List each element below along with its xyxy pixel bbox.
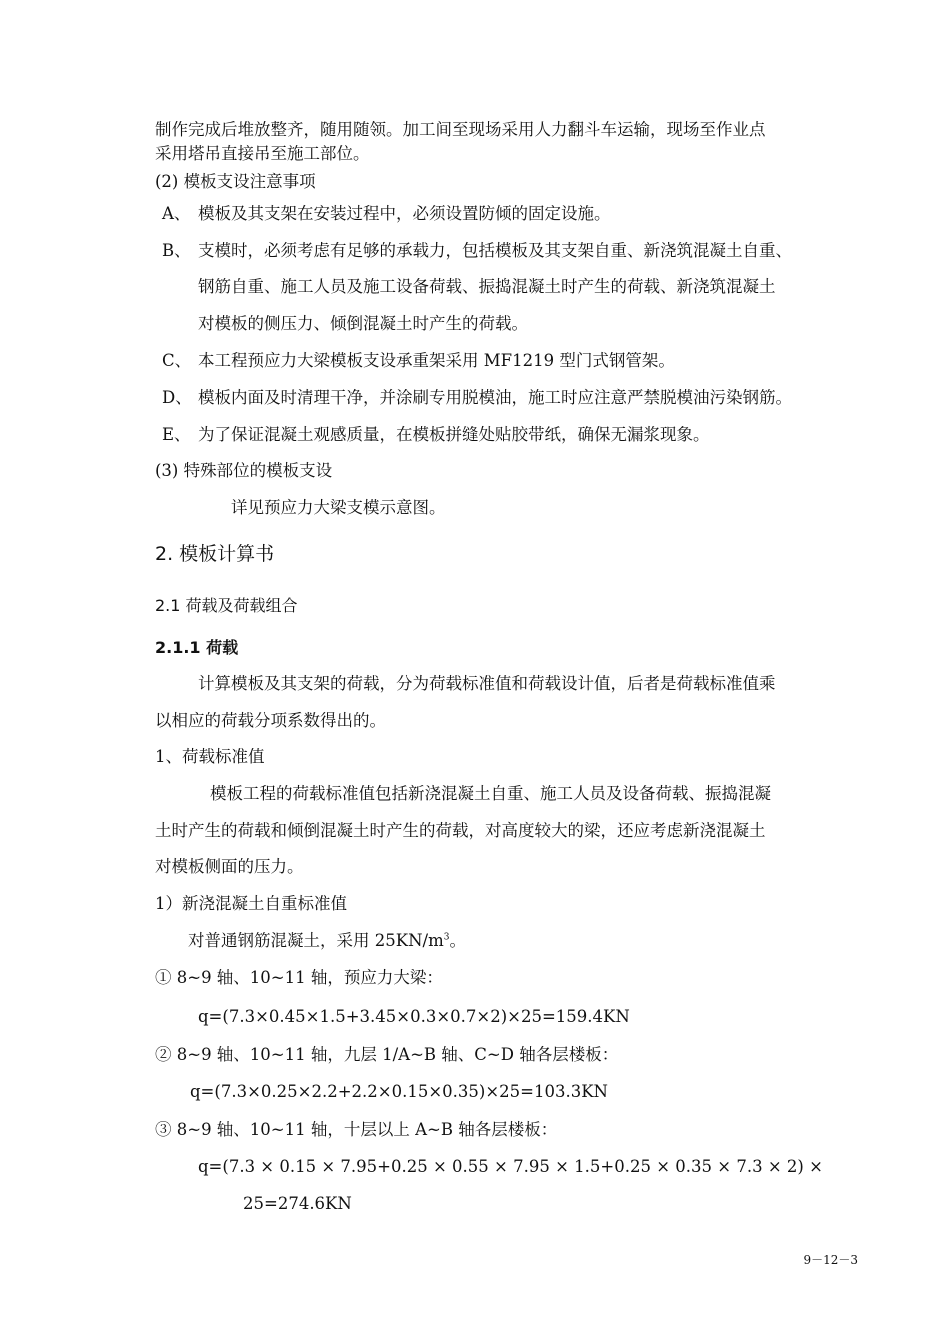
superscript-3: 3 xyxy=(443,932,450,943)
formula-line: q=(7.3 × 0.15 × 7.95+0.25 × 0.55 × 7.95 × 1.5+0.25 × 0.35 × 7.3 × 2) × xyxy=(198,1157,823,1176)
paragraph-line: 计算模板及其支架的荷载，分为荷载标准值和荷载设计值，后者是荷载标准值乘 xyxy=(198,674,776,693)
sub-heading: 1）新浇混凝土自重标准值 xyxy=(155,894,347,913)
paragraph-line xyxy=(188,930,466,952)
paragraph-line: 模板工程的荷载标准值包括新浇混凝土自重、施工人员及设备荷载、振捣混凝 xyxy=(210,784,771,803)
heading-level-3: 2.1.1 荷载 xyxy=(155,638,239,657)
list-item-text: 钢筋自重、施工人员及施工设备荷载、振捣混凝土时产生的荷载、新浇筑混凝土 xyxy=(198,277,776,296)
list-item-text: 为了保证混凝土观感质量，在模板拼缝处贴胶带纸，确保无漏浆现象。 xyxy=(198,425,710,444)
paragraph-line: 采用塔吊直接吊至施工部位。 xyxy=(155,144,370,163)
formula-line: q=(7.3×0.25×2.2+2.2×0.15×0.35)×25=103.3KN xyxy=(190,1082,608,1101)
list-item-text: 支模时，必须考虑有足够的承载力，包括模板及其支架自重、新浇筑混凝土自重、 xyxy=(198,241,792,260)
list-marker: A、 xyxy=(162,204,191,223)
list-marker: C、 xyxy=(162,351,192,370)
list-heading: 1、荷载标准值 xyxy=(155,747,265,766)
paragraph-line: 土时产生的荷载和倾倒混凝土时产生的荷载，对高度较大的梁，还应考虑新浇混凝土 xyxy=(155,821,766,840)
list-item-text: 模板内面及时清理干净，并涂刷专用脱模油，施工时应注意严禁脱模油污染钢筋。 xyxy=(198,388,792,407)
section-heading: (3) 特殊部位的模板支设 xyxy=(155,461,333,480)
formula-line: q=(7.3×0.45×1.5+3.45×0.3×0.7×2)×25=159.4KN xyxy=(198,1007,630,1026)
case-heading: ③ 8~9 轴、10~11 轴，十层以上 A~B 轴各层楼板： xyxy=(155,1120,558,1139)
section-heading: (2) 模板支设注意事项 xyxy=(155,172,316,191)
list-item-text: 模板及其支架在安装过程中，必须设置防倾的固定设施。 xyxy=(198,204,611,223)
list-marker: D、 xyxy=(162,388,192,407)
list-item-text: 对模板的侧压力、倾倒混凝土时产生的荷载。 xyxy=(198,314,528,333)
concrete-density-end: 。 xyxy=(449,931,466,950)
paragraph-line: 以相应的荷载分项系数得出的。 xyxy=(155,711,386,730)
page-number: 9－12－3 xyxy=(803,1253,858,1267)
paragraph-line: 详见预应力大梁支模示意图。 xyxy=(231,498,446,517)
heading-level-2: 2.1 荷载及荷载组合 xyxy=(155,596,298,615)
concrete-density-text: 对普通钢筋混凝土，采用 25KN/m xyxy=(188,931,444,950)
list-marker: E、 xyxy=(162,425,191,444)
heading-level-1: 2. 模板计算书 xyxy=(155,543,275,565)
list-marker: B、 xyxy=(162,241,191,260)
paragraph-line: 制作完成后堆放整齐，随用随领。加工间至现场采用人力翻斗车运输，现场至作业点 xyxy=(155,120,766,139)
case-heading: ① 8~9 轴、10~11 轴，预应力大梁： xyxy=(155,968,443,987)
formula-line: 25=274.6KN xyxy=(243,1194,352,1213)
paragraph-line: 对模板侧面的压力。 xyxy=(155,857,304,876)
case-heading: ② 8~9 轴、10~11 轴，九层 1/A~B 轴、C~D 轴各层楼板： xyxy=(155,1045,619,1064)
list-item-text: 本工程预应力大梁模板支设承重架采用 MF1219 型门式钢管架。 xyxy=(198,351,675,370)
